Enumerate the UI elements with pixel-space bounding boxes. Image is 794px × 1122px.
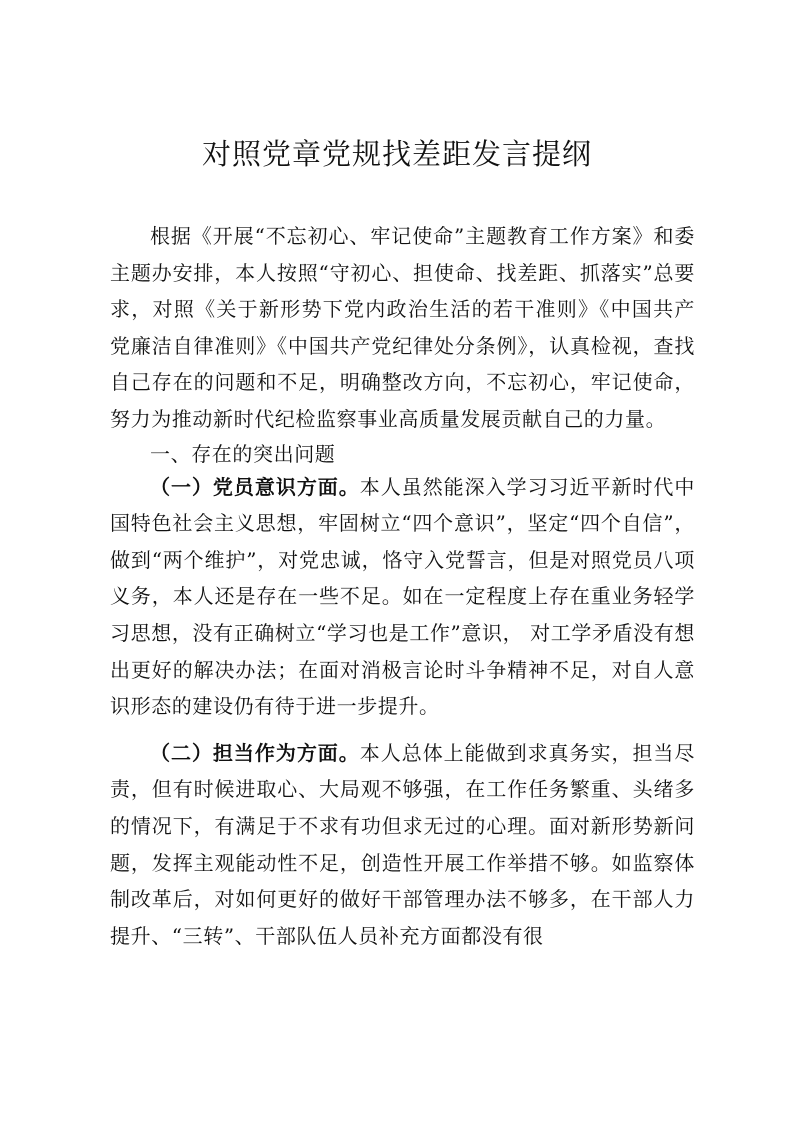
intro-paragraph: 根据《开展“不忘初心、牢记使命”主题教育工作方案》和委主题办安排，本人按照“守初心、担使命、找差距、抓落实”总要求，对照《关于新形势下党内政治生活的若干准则》《中国共产党廉洁自律准则》《中国共产党纪律处分条例》，认真检视，查找自己存在的问题和不足，明确整改方向，不忘初心，牢记使命，努力为推动新时代纪检监察事业高质量发展贡献自己的力量。 [110,224,695,431]
point-text: 本人虽然能深入学习习近平新时代中国特色社会主义思想，牢固树立“四个意识”，坚定“四个自信”，做到“两个维护”，对党忠诚，恪守入党誓言，但是对照党员八项义务，本人还是存在一些不足。如在一定程度上存在重业务轻学习思想，没有正确树立“学习也是工作”意识， 对工学矛盾没有想出更好的解决办法；在面对消极言论时斗争精神不足，对自人意识形态的建设仍有待于进一步提升。 [110,474,695,719]
point-text: 本人总体上能做到求真务实，担当尽责，但有时候进取心、大局观不够强，在工作任务繁重、头绪多的情况下，有满足于不求有功但求无过的心理。面对新形势新问题，发挥主观能动性不足，创造性开展工作举措不够。如监察体制改革后，对如何更好的做好干部管理办法不够多，在干部人力提升、“三转”、干部队伍人员补充方面都没有很 [110,740,695,948]
point-label: （二）担当作为方面。 [150,740,360,765]
point-paragraph [110,735,695,955]
point-paragraph [110,469,695,725]
page-title: 对照党章党规找差距发言提纲 [201,137,592,171]
document-body [110,218,695,954]
point-label: （一）党员意识方面。 [150,474,360,499]
section-heading: 一、存在的突出问题 [150,441,336,466]
